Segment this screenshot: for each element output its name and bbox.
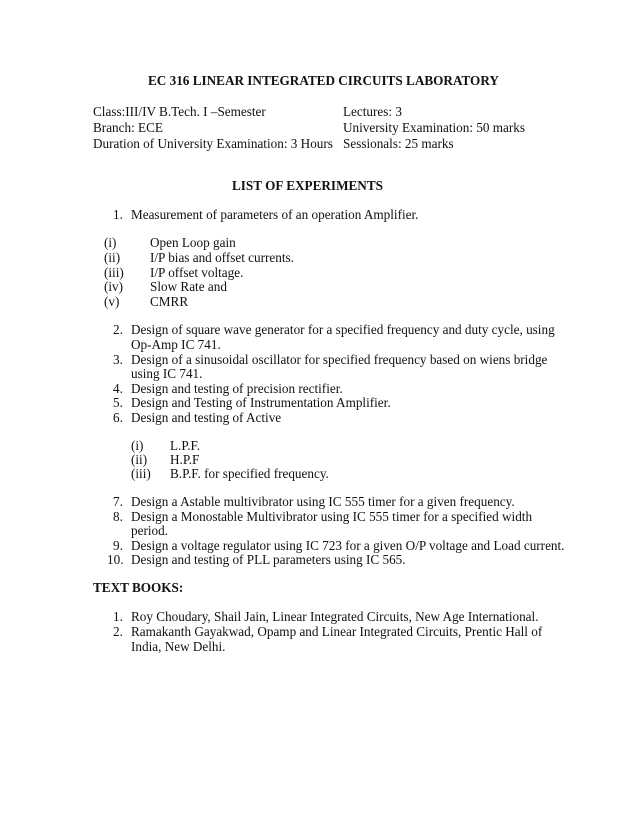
item-text: Design of square wave generator for a specified frequency and duty cycle, using	[131, 322, 555, 337]
sub-item-text: Open Loop gain	[150, 235, 236, 250]
sub-item-text: I/P offset voltage.	[150, 265, 244, 280]
item-number: 10.	[107, 552, 124, 567]
branch-info: Branch: ECE	[93, 120, 163, 135]
sub-item-roman: (ii)	[104, 250, 121, 265]
item-text: Design of a sinusoidal oscillator for specified frequency based on wiens bridge	[131, 352, 548, 367]
item-text-continued: using IC 741.	[131, 366, 203, 381]
sub-item-roman: (iii)	[131, 466, 151, 481]
list-heading: LIST OF EXPERIMENTS	[232, 178, 383, 193]
item-text: Design and testing of PLL parameters using IC 565.	[131, 552, 406, 567]
item-number: 4.	[113, 381, 123, 396]
item-text: Measurement of parameters of an operation Amplifier.	[131, 207, 419, 222]
item-number: 1.	[113, 207, 123, 222]
item-text-continued: Op-Amp IC 741.	[131, 337, 221, 352]
sub-item-roman: (i)	[131, 438, 144, 453]
sub-item-roman: (iv)	[104, 279, 124, 294]
document-title: EC 316 LINEAR INTEGRATED CIRCUITS LABORATORY	[148, 73, 499, 88]
item-number: 7.	[113, 494, 123, 509]
item-number: 6.	[113, 410, 123, 425]
sessionals-info: Sessionals: 25 marks	[343, 136, 454, 151]
item-number: 8.	[113, 509, 123, 524]
item-number: 3.	[113, 352, 123, 367]
sub-item-roman: (i)	[104, 235, 117, 250]
lectures-info: Lectures: 3	[343, 104, 402, 119]
sub-item-text: H.P.F	[170, 452, 200, 467]
sub-item-text: Slow Rate and	[150, 279, 227, 294]
item-number: 5.	[113, 395, 123, 410]
item-text: Design a voltage regulator using IC 723 for a given O/P voltage and Load current.	[131, 538, 565, 553]
item-text: Design and testing of Active	[131, 410, 282, 425]
item-number: 9.	[113, 538, 123, 553]
sub-item-text: B.P.F. for specified frequency.	[170, 466, 329, 481]
item-text-continued: India, New Delhi.	[131, 639, 226, 654]
sub-item-text: I/P bias and offset currents.	[150, 250, 294, 265]
class-info: Class:III/IV B.Tech. I –Semester	[93, 104, 266, 119]
item-text: Design a Astable multivibrator using IC 555 timer for a given frequency.	[131, 494, 515, 509]
textbooks-heading: TEXT BOOKS:	[93, 580, 184, 595]
item-text: Roy Choudary, Shail Jain, Linear Integrated Circuits, New Age International.	[131, 609, 539, 624]
item-text: Ramakanth Gayakwad, Opamp and Linear Integrated Circuits, Prentic Hall of	[131, 624, 543, 639]
item-number: 2.	[113, 322, 123, 337]
sub-item-text: L.P.F.	[170, 438, 201, 453]
sub-item-roman: (iii)	[104, 265, 124, 280]
item-text: Design and testing of precision rectifier.	[131, 381, 343, 396]
sub-item-roman: (v)	[104, 294, 120, 309]
duration-info: Duration of University Examination: 3 Hours	[93, 136, 333, 151]
university-exam-info: University Examination: 50 marks	[343, 120, 526, 135]
item-number: 2.	[113, 624, 123, 639]
item-number: 1.	[113, 609, 123, 624]
sub-item-text: CMRR	[150, 294, 189, 309]
sub-item-roman: (ii)	[131, 452, 148, 467]
item-text-continued: period.	[131, 523, 168, 538]
item-text: Design a Monostable Multivibrator using IC 555 timer for a specified width	[131, 509, 533, 524]
item-text: Design and Testing of Instrumentation Amplifier.	[131, 395, 391, 410]
